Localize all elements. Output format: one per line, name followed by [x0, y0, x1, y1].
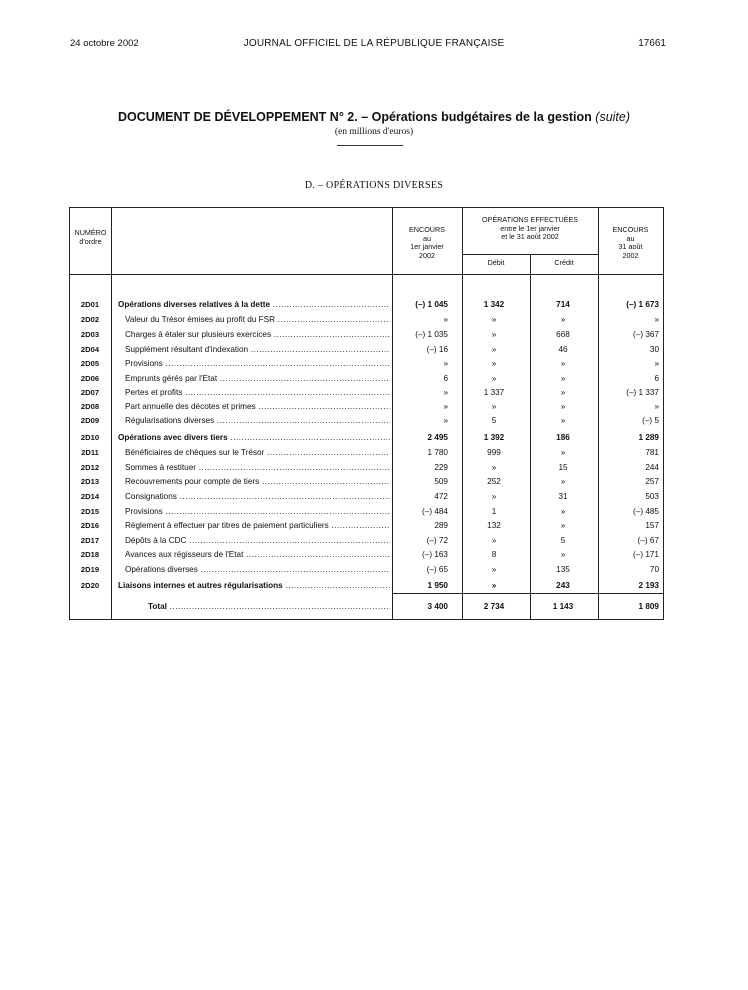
cell-credit: » [560, 374, 566, 383]
page-number: 17661 [638, 38, 666, 49]
operations-table [69, 207, 664, 620]
cell-num: 2D09 [80, 416, 100, 425]
document-title [0, 110, 748, 124]
cell-enc2: (–) 1 337 [626, 388, 659, 397]
header-encours-end [598, 226, 663, 260]
header-encours-start-line1: ENCOURS [409, 225, 445, 234]
cell-enc1: (–) 16 [426, 345, 448, 354]
cell-label: Supplément résultant d'indexation ..... [125, 343, 390, 357]
header-debit: Débit [487, 258, 505, 267]
cell-label: Opérations diverses ..... [125, 563, 390, 577]
cell-num: 2D18 [80, 550, 100, 559]
section-title: D. – OPÉRATIONS DIVERSES [304, 180, 444, 191]
header-encours-start-line4: 2002 [419, 250, 435, 260]
cell-debit: » [491, 565, 497, 574]
header-encours-end-line1: ENCOURS [612, 225, 649, 234]
cell-label: Part annuelle des décotes et primes ..... [125, 400, 390, 414]
cell-credit: 668 [556, 330, 570, 339]
cell-enc1: » [443, 402, 448, 411]
cell-label: Emprunts gérés par l'Etat ..... [125, 372, 390, 386]
cell-label: Bénéficiaires de chèques sur le Trésor ..... [125, 446, 390, 460]
cell-debit: » [491, 581, 497, 590]
cell-debit: 132 [487, 521, 501, 530]
cell-credit: » [560, 402, 566, 411]
cell-enc1: » [443, 388, 448, 397]
cell-enc2: 781 [645, 448, 659, 457]
table-row [70, 490, 665, 504]
cell-enc2: (–) 67 [637, 536, 659, 545]
table-row [70, 475, 665, 489]
cell-enc2: 6 [654, 374, 659, 383]
header-encours-start-line3: 1er janvier [410, 242, 444, 252]
cell-debit: » [491, 463, 497, 472]
total-label: Total ..... [148, 600, 390, 614]
table-row [70, 400, 665, 414]
header-numero-line2: d'ordre [79, 236, 102, 246]
cell-enc1: 472 [434, 492, 448, 501]
table-row [70, 534, 665, 548]
cell-enc1: (–) 1 045 [415, 300, 448, 309]
cell-num: 2D05 [80, 359, 100, 368]
cell-debit: 1 337 [483, 388, 505, 397]
table-row [70, 563, 665, 577]
cell-num: 2D11 [81, 448, 99, 457]
table-row [70, 386, 665, 400]
cell-num: 2D14 [80, 492, 100, 501]
table-row [70, 548, 665, 562]
cell-credit: 46 [558, 345, 568, 354]
journal-title: JOURNAL OFFICIEL DE LA RÉPUBLIQUE FRANÇAISE [243, 38, 505, 49]
cell-num: 2D03 [80, 330, 100, 339]
cell-enc1: » [443, 359, 448, 368]
cell-enc2: 244 [645, 463, 659, 472]
cell-enc1: (–) 65 [426, 565, 448, 574]
cell-debit: 1 [491, 507, 497, 516]
cell-label: Consignations ..... [125, 490, 390, 504]
table-row [70, 446, 665, 460]
cell-label: Charges à étaler sur plusieurs exercices ..... [125, 328, 390, 342]
table-row [70, 505, 665, 519]
cell-credit: 714 [556, 300, 570, 309]
cell-enc1: (–) 484 [422, 507, 448, 516]
cell-label: Provisions ..... [125, 505, 390, 519]
header-numero [70, 229, 111, 246]
cell-debit: 252 [487, 477, 501, 486]
document-title-suffix: (suite) [595, 110, 631, 124]
total-credit: 1 143 [552, 602, 574, 611]
total-row [70, 600, 665, 614]
cell-enc1: 289 [434, 521, 448, 530]
cell-debit: » [491, 359, 497, 368]
cell-num: 2D06 [80, 374, 100, 383]
cell-enc2: (–) 1 673 [626, 300, 659, 309]
cell-credit: 15 [558, 463, 568, 472]
cell-label: Avances aux régisseurs de l'Etat ..... [125, 548, 390, 562]
table-row [70, 579, 665, 593]
title-divider [337, 145, 403, 146]
total-rule [392, 593, 663, 594]
cell-num: 2D08 [80, 402, 100, 411]
cell-enc2: 257 [645, 477, 659, 486]
header-credit: Crédit [554, 258, 574, 267]
cell-num: 2D15 [80, 507, 100, 516]
cell-enc2: » [654, 402, 659, 411]
cell-enc1: 229 [434, 463, 448, 472]
table-row [70, 414, 665, 428]
cell-label: Dépôts à la CDC ..... [125, 534, 390, 548]
cell-debit: » [491, 492, 497, 501]
cell-enc2: » [654, 359, 659, 368]
cell-debit: 8 [491, 550, 497, 559]
cell-credit: » [560, 477, 566, 486]
cell-credit: 135 [556, 565, 570, 574]
cell-num: 2D10 [80, 433, 100, 442]
cell-num: 2D16 [80, 521, 100, 530]
total-enc2: 1 809 [638, 602, 659, 611]
header-encours-start-line2: au [423, 233, 431, 243]
cell-num: 2D12 [80, 463, 100, 472]
table-row [70, 372, 665, 386]
cell-debit: » [491, 374, 497, 383]
header-subdivider [462, 254, 598, 255]
cell-enc1: (–) 163 [422, 550, 448, 559]
cell-enc1: 1 950 [427, 581, 448, 590]
cell-label: Recouvrements pour compte de tiers ..... [125, 475, 390, 489]
document-title-text: DOCUMENT DE DÉVELOPPEMENT N° 2. – Opérations budgétaires de la gestion [117, 110, 592, 124]
cell-label: Liaisons internes et autres régularisations ..... [118, 579, 390, 593]
table-row [70, 328, 665, 342]
cell-credit: » [560, 315, 566, 324]
cell-enc1: 6 [443, 374, 448, 383]
cell-credit: » [560, 550, 566, 559]
header-bottom-rule [70, 274, 663, 275]
cell-credit: 243 [556, 581, 570, 590]
cell-num: 2D19 [80, 565, 100, 574]
cell-credit: » [560, 507, 566, 516]
header-operations-line3: et le 31 août 2002 [501, 232, 559, 242]
header-encours-end-line3: 31 août [618, 242, 643, 252]
cell-enc2: (–) 367 [633, 330, 659, 339]
cell-credit: » [560, 359, 566, 368]
header-encours-end-line2: au [626, 233, 635, 243]
cell-num: 2D01 [80, 300, 100, 309]
table-row [70, 313, 665, 327]
cell-enc2: 30 [649, 345, 659, 354]
cell-num: 2D20 [80, 581, 100, 590]
cell-credit: 186 [556, 433, 570, 442]
table-row [70, 357, 665, 371]
cell-enc2: (–) 171 [633, 550, 659, 559]
header-encours-start [392, 226, 462, 260]
cell-enc2: 70 [649, 565, 659, 574]
table-row [70, 461, 665, 475]
cell-debit: » [491, 402, 497, 411]
cell-enc2: 157 [645, 521, 659, 530]
table-row [70, 298, 665, 312]
cell-label: Valeur du Trésor émises au profit du FSR ..... [125, 313, 390, 327]
cell-label: Opérations avec divers tiers ..... [118, 431, 390, 445]
cell-debit: » [491, 315, 497, 324]
cell-debit: » [491, 345, 497, 354]
cell-enc1: 1 780 [427, 448, 448, 457]
cell-debit: » [491, 536, 497, 545]
cell-enc2: 1 289 [638, 433, 659, 442]
cell-enc2: 503 [645, 492, 659, 501]
cell-enc1: (–) 72 [426, 536, 448, 545]
cell-enc2: (–) 485 [633, 507, 659, 516]
cell-enc1: (–) 1 035 [415, 330, 448, 339]
cell-credit: 5 [560, 536, 566, 545]
cell-credit: » [560, 521, 566, 530]
cell-enc1: » [443, 315, 448, 324]
cell-enc2: 2 193 [638, 581, 659, 590]
cell-enc2: » [654, 315, 659, 324]
cell-enc1: 2 495 [427, 433, 448, 442]
total-enc1: 3 400 [427, 602, 448, 611]
header-encours-end-line4: 2002 [622, 250, 639, 260]
total-debit: 2 734 [483, 602, 505, 611]
page-date: 24 octobre 2002 [70, 38, 139, 49]
cell-enc1: » [443, 416, 448, 425]
cell-enc2: (–) 5 [642, 416, 659, 425]
header-operations-line1: OPÉRATIONS EFFECTUÉES [481, 215, 579, 224]
cell-label: Régularisations diverses ..... [125, 414, 390, 428]
cell-credit: » [560, 388, 566, 397]
cell-num: 2D13 [80, 477, 100, 486]
cell-label: Règlement à effectuer par titres de paiement particuliers ..... [125, 519, 390, 533]
cell-debit: 1 342 [483, 300, 505, 309]
cell-label: Opérations diverses relatives à la dette ..... [118, 298, 390, 312]
cell-debit: 999 [487, 448, 501, 457]
header-numero-line1: NUMÉRO [74, 228, 107, 237]
cell-credit: 31 [558, 492, 568, 501]
cell-debit: 5 [491, 416, 497, 425]
cell-debit: » [491, 330, 497, 339]
cell-num: 2D17 [80, 536, 100, 545]
cell-enc1: 509 [434, 477, 448, 486]
table-row [70, 343, 665, 357]
cell-label: Pertes et profits ..... [125, 386, 390, 400]
header-operations-line2: entre le 1er janvier [500, 223, 560, 233]
cell-label: Sommes à restituer ..... [125, 461, 390, 475]
cell-credit: » [560, 448, 566, 457]
document-subtitle: (en millions d'euros) [334, 127, 414, 137]
cell-credit: » [560, 416, 566, 425]
cell-num: 2D04 [80, 345, 100, 354]
cell-num: 2D07 [80, 388, 100, 397]
cell-num: 2D02 [80, 315, 100, 324]
header-operations [462, 216, 598, 242]
cell-debit: 1 392 [483, 433, 505, 442]
table-row [70, 431, 665, 445]
cell-label: Provisions ..... [125, 357, 390, 371]
table-row [70, 519, 665, 533]
